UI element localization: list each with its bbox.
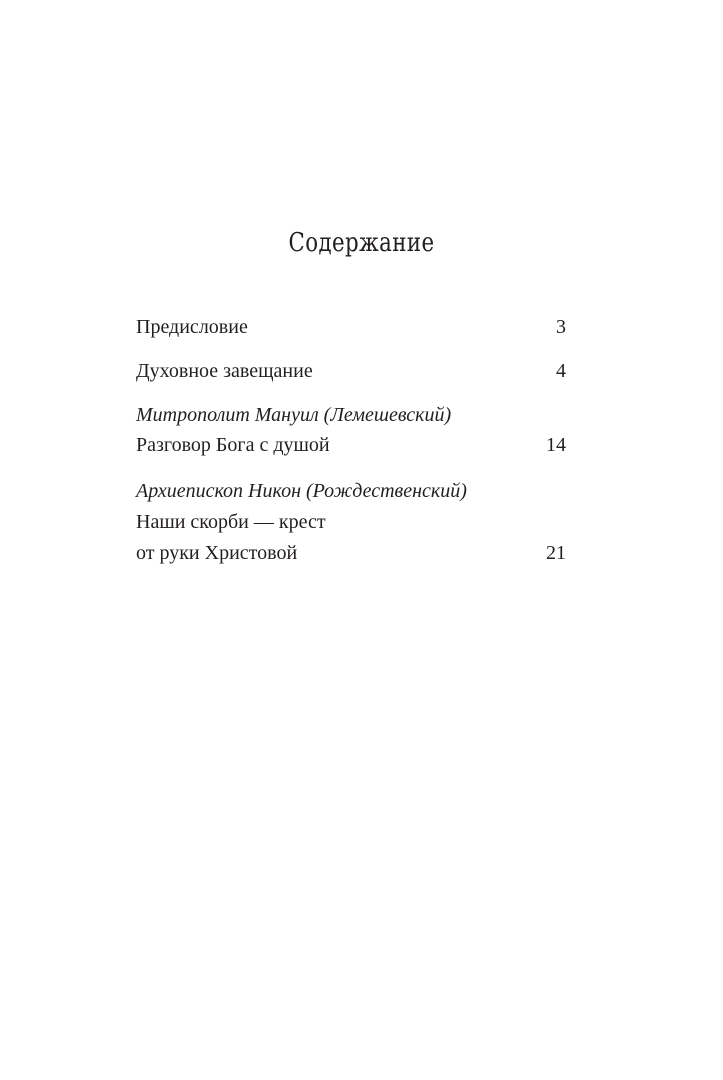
toc-entry-author: Архиепископ Никон (Рождественский): [136, 480, 467, 502]
toc-entry-title: [136, 312, 566, 342]
toc-entry-title-line: Духовное завещание: [136, 360, 313, 382]
toc-entry-dialogue[interactable]: [136, 400, 566, 460]
toc-entry-page-number: 21: [546, 542, 566, 564]
toc-entry-page-number: 4: [556, 360, 566, 382]
toc-entry-sorrows[interactable]: [136, 476, 566, 568]
toc-entry-title: [136, 430, 566, 460]
toc-entry-title: [136, 538, 566, 568]
toc-entry-title: [136, 356, 566, 386]
toc-entry-title-line: Разговор Бога с душой: [136, 434, 330, 456]
toc-entry-page-number: 3: [556, 316, 566, 338]
toc-entry-title-line: от руки Христовой: [136, 542, 298, 564]
toc-entry-title-line: Предисловие: [136, 316, 248, 338]
toc-entry-title: [136, 506, 566, 538]
toc-entry-title-line: Наши скорби — крест: [136, 511, 326, 533]
toc-heading: Содержание: [288, 228, 435, 258]
toc-entry-testament[interactable]: [136, 356, 566, 386]
toc-entry-preface[interactable]: [136, 312, 566, 342]
toc-entry-author: Митрополит Мануил (Лемешевский): [136, 404, 452, 426]
toc-entry-page-number: 14: [546, 434, 566, 456]
